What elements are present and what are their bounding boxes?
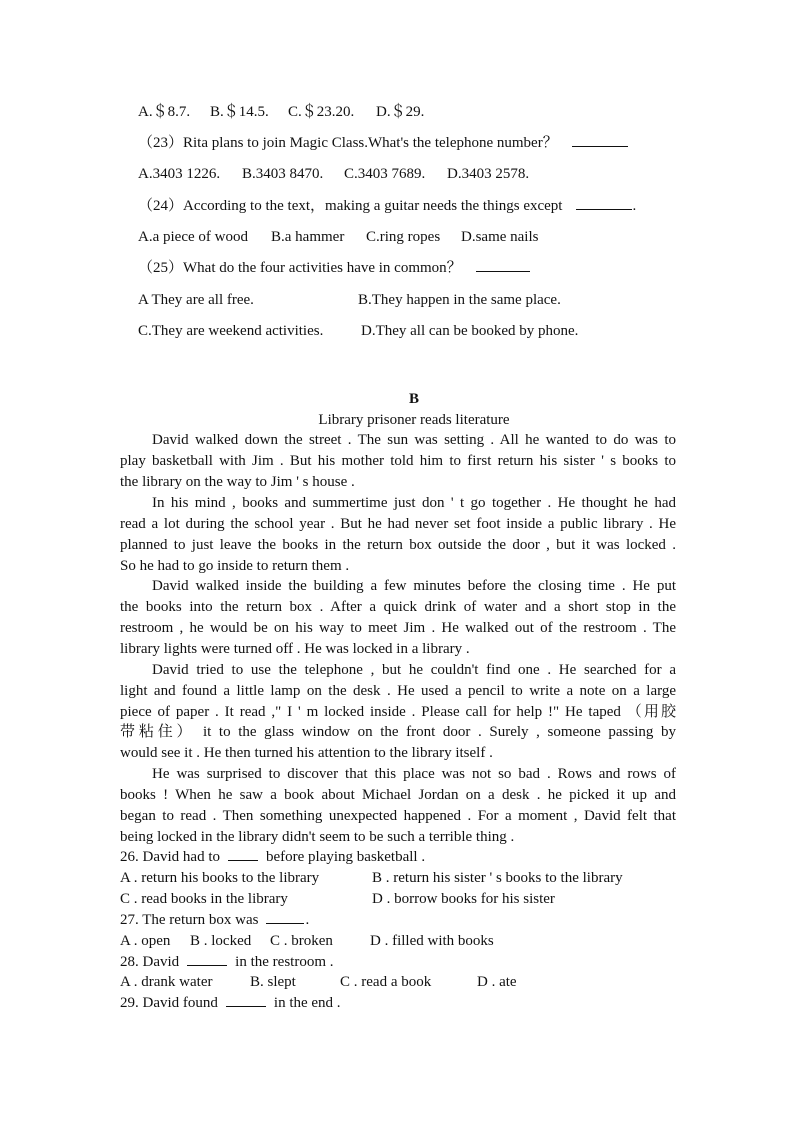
- q27-option-b[interactable]: B . locked: [190, 933, 252, 949]
- q24-option-a[interactable]: A.a piece of wood: [138, 229, 248, 245]
- q28-option-b[interactable]: B. slept: [250, 974, 296, 990]
- q27-post: .: [305, 912, 310, 928]
- passage-line-8: David walked inside the building a few minutes before the closing time . He put: [152, 578, 676, 594]
- q23-question: [138, 133, 632, 153]
- q25-stem: （25）What do the four activities have in common？: [138, 260, 462, 276]
- passage-line-9: the books into the return box . After a quick drink of water and a short stop in the: [120, 599, 676, 615]
- q26-option-d[interactable]: D . borrow books for his sister: [372, 891, 555, 907]
- passage-line-13: light and found a little lamp on the desk . He used a pencil to write a note on a large: [120, 683, 676, 699]
- passage-line-2: play basketball with Jim . But his mother told him to first return his sister ' s books to: [120, 453, 676, 469]
- q29-answer-blank[interactable]: [226, 1005, 266, 1007]
- q23-stem: （23）Rita plans to join Magic Class.What's the telephone number？: [138, 135, 558, 151]
- q24-option-c[interactable]: C.ring ropes: [366, 229, 441, 245]
- passage-line-5: read a lot during the school year . But he had never set foot inside a public library . He: [120, 516, 676, 532]
- q27-option-c[interactable]: C . broken: [270, 933, 333, 949]
- passage-line-17: He was surprised to discover that this place was not so bad . Rows and rows of: [152, 766, 676, 782]
- q25-question: [138, 258, 534, 278]
- passage-line-20: being locked in the library didn't seem to be such a terrible thing .: [120, 829, 515, 845]
- passage-line-11: library lights were turned off . He was locked in a library .: [120, 641, 470, 657]
- passage-line-3: the library on the way to Jim ' s house .: [120, 474, 355, 490]
- passage-line-7: So he had to go inside to return them .: [120, 558, 350, 574]
- q27-answer-blank[interactable]: [266, 922, 304, 924]
- section-letter: B: [408, 391, 419, 407]
- q28-question: [120, 952, 334, 972]
- q29-question: [120, 993, 341, 1013]
- q28-post: in the restroom .: [235, 954, 334, 970]
- q25-option-a[interactable]: A They are all free.: [138, 292, 254, 308]
- passage-line-6: planned to just leave the books in the return box outside the door , but it was locked .: [120, 537, 676, 553]
- q29-post: in the end .: [273, 995, 341, 1011]
- q28-pre: 28. David: [120, 954, 180, 970]
- q29-pre: 29. David found: [120, 995, 218, 1011]
- q26-option-a[interactable]: A . return his books to the library: [120, 870, 320, 886]
- q23-option-d[interactable]: D.3403 2578.: [447, 166, 530, 182]
- passage-line-16: would see it . He then turned his attention to the library itself .: [120, 745, 493, 761]
- q24-option-b[interactable]: B.a hammer: [271, 229, 345, 245]
- q26-option-c[interactable]: C . read books in the library: [120, 891, 288, 907]
- passage-line-18: books ! When he saw a book about Michael Jordan on a desk . he picked it up and: [120, 787, 676, 803]
- q25-answer-blank[interactable]: [476, 270, 530, 272]
- passage-line-10: restroom , he would be on his way to meet Jim . He walked out of the restroom . The: [120, 620, 676, 636]
- q27-option-a[interactable]: A . open: [120, 933, 171, 949]
- q27-pre: 27. The return box was: [120, 912, 259, 928]
- q28-answer-blank[interactable]: [187, 964, 227, 966]
- passage-title: Library prisoner reads literature: [318, 412, 510, 428]
- passage-line-12: David tried to use the telephone , but he couldn't find one . He searched for a: [152, 662, 676, 678]
- q24-period: .: [632, 198, 637, 214]
- q25-option-b[interactable]: B.They happen in the same place.: [358, 292, 561, 308]
- q23-answer-blank[interactable]: [572, 145, 628, 147]
- q23-option-a[interactable]: A.3403 1226.: [138, 166, 221, 182]
- q24-answer-blank[interactable]: [576, 208, 632, 210]
- q26-pre: 26. David had to: [120, 849, 220, 865]
- q28-option-a[interactable]: A . drank water: [120, 974, 213, 990]
- q26-question: [120, 847, 425, 867]
- q22-option-c[interactable]: C.＄23.20.: [288, 104, 355, 120]
- passage-line-4: In his mind , books and summertime just don ' t go together . He thought he had: [152, 495, 676, 511]
- q26-answer-blank[interactable]: [228, 859, 258, 861]
- passage-line-19: began to read . Then something unexpected happened . For a moment , David felt that: [120, 808, 676, 824]
- passage-line-15: 带粘住） it to the glass window on the front door . Surely , someone passing by: [120, 724, 676, 740]
- q23-option-b[interactable]: B.3403 8470.: [242, 166, 324, 182]
- q22-option-d[interactable]: D.＄29.: [376, 104, 425, 120]
- q28-option-c[interactable]: C . read a book: [340, 974, 432, 990]
- passage-line-1: David walked down the street . The sun was setting . All he wanted to do was to: [152, 432, 676, 448]
- q22-option-a[interactable]: A.＄8.7.: [138, 104, 191, 120]
- q27-option-d[interactable]: D . filled with books: [370, 933, 494, 949]
- q24-option-d[interactable]: D.same nails: [461, 229, 539, 245]
- q24-stem: （24）According to the text，making a guitar needs the things except: [138, 198, 563, 214]
- q26-post: before playing basketball .: [265, 849, 426, 865]
- q23-option-c[interactable]: C.3403 7689.: [344, 166, 426, 182]
- q22-option-b[interactable]: B.＄14.5.: [210, 104, 269, 120]
- q25-option-d[interactable]: D.They all can be booked by phone.: [361, 323, 579, 339]
- q25-option-c[interactable]: C.They are weekend activities.: [138, 323, 324, 339]
- q27-question: [120, 910, 309, 930]
- passage-line-14: piece of paper . It read ," I ' m locked inside . Please call for help !" He taped （用胶: [120, 704, 676, 720]
- q26-option-b[interactable]: B . return his sister ' s books to the library: [372, 870, 623, 886]
- q28-option-d[interactable]: D . ate: [477, 974, 517, 990]
- q24-question: [138, 196, 636, 216]
